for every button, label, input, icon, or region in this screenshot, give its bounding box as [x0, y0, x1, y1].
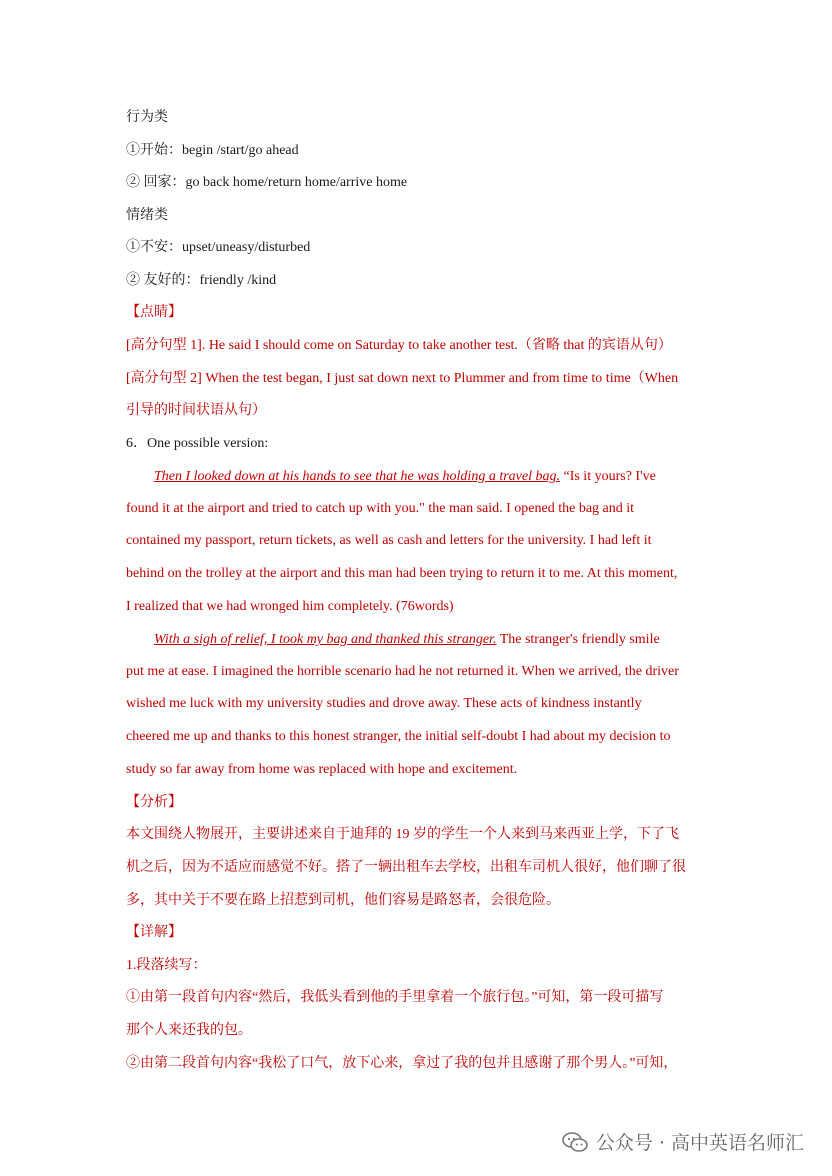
para2-rest: The stranger's friendly smile: [496, 632, 660, 647]
text-line: contained my passport, return tickets, as well as cash and letters for the university. I had left it: [126, 533, 652, 548]
text-line: 引导的时间状语从句）: [126, 403, 266, 418]
text-line: ②由第二段首句内容“我松了口气，放下心来，拿过了我的包并且感谢了那个男人。”可知，: [126, 1056, 678, 1071]
text-line: 【详解】: [126, 925, 182, 940]
para2-lead: With a sigh of relief, I took my bag and thanked this stranger.: [154, 632, 497, 647]
text-line: ② 友好的：friendly /kind: [126, 273, 277, 288]
text-line: [高分句型 2] When the test began, I just sat down next to Plummer and from time to time（When: [126, 371, 679, 386]
text-line: put me at ease. I imagined the horrible scenario had he not returned it. When we arrived, the driver: [126, 664, 679, 679]
text-line: 6．One possible version:: [126, 436, 269, 451]
text-line: 行为类: [126, 110, 168, 125]
text-line: 【分析】: [126, 795, 182, 810]
text-line: 情绪类: [126, 208, 168, 223]
text-line: ①由第一段首句内容“然后，我低头看到他的手里拿着一个旅行包。”可知，第一段可描写: [126, 990, 664, 1005]
text-line: behind on the trolley at the airport and this man had been trying to return it to me. At this moment,: [126, 566, 678, 581]
text-line: 1.段落续写：: [126, 958, 207, 973]
text-line: 多，其中关于不要在路上招惹到司机，他们容易是路怒者，会很危险。: [126, 893, 560, 908]
watermark-text: 公众号 · 高中英语名师汇: [595, 1132, 804, 1154]
wechat-icon: [562, 1132, 588, 1152]
text-line: ①开始：begin /start/go ahead: [126, 143, 299, 158]
text-line: ①不安：upset/uneasy/disturbed: [126, 240, 311, 255]
text-line: cheered me up and thanks to this honest stranger, the initial self-doubt I had about my decision to: [126, 729, 671, 744]
text-line: 机之后，因为不适应而感觉不好。搭了一辆出租车去学校，出租车司机人很好，他们聊了很: [126, 860, 686, 875]
text-line: 那个人来还我的包。: [126, 1023, 252, 1038]
para1-line1: [154, 469, 656, 485]
para2-line1: [154, 632, 660, 648]
para1-line2: found it at the airport and tried to catch up with you." the man said. I opened the bag and it: [126, 501, 635, 516]
text-line: wished me luck with my university studies and drove away. These acts of kindness instantly: [126, 696, 642, 711]
para1-rest: “Is it yours? I've: [559, 469, 656, 484]
text-line: ② 回家：go back home/return home/arrive home: [126, 175, 408, 190]
watermark: [562, 1128, 804, 1155]
text-line: 【点睛】: [126, 305, 182, 320]
text-line: 本文围绕人物展开，主要讲述来自于迪拜的 19 岁的学生一个人来到马来西亚上学，下了飞: [126, 827, 679, 842]
text-line: I realized that we had wronged him completely. (76words): [126, 599, 454, 614]
text-line: [高分句型 1]. He said I should come on Saturday to take another test.（省略 that 的宾语从句）: [126, 338, 672, 353]
para1-lead: Then I looked down at his hands to see that he was holding a travel bag.: [154, 469, 560, 484]
text-line: study so far away from home was replaced with hope and excitement.: [126, 762, 518, 777]
